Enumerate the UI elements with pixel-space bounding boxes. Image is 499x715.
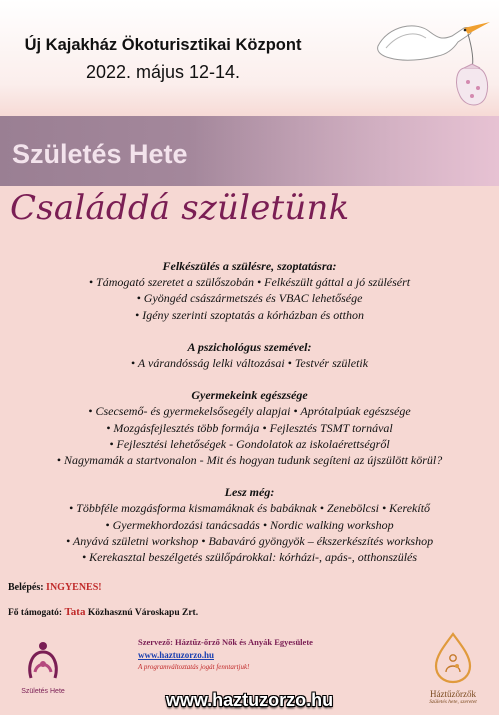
organizer-logo-tagline: Születés hete, szeretet [429, 699, 477, 705]
sponsor-brand: Tata [64, 606, 86, 618]
sponsor-label: Fő támogató: [8, 608, 63, 618]
event-logo [10, 638, 76, 695]
stork-icon [368, 18, 493, 113]
program-sections [0, 258, 499, 581]
sponsor-name: Közhasznú Városkapu Zrt. [87, 608, 199, 618]
list-item: • Támogató szeretet a szülőszobán • Felkészült gáttal a jó szülésért [88, 275, 411, 290]
event-title: Születés Hete [12, 139, 188, 169]
section-more [0, 484, 499, 565]
admission-label: Belépés: [8, 582, 44, 593]
list-item: • Többféle mozgásforma kismamáknak és babáknak • Zenebölcsi • Kerekítő [68, 501, 431, 516]
section-heading: Lesz még: [224, 485, 275, 500]
family-logo-icon [21, 638, 65, 682]
list-item: • Csecsemő- és gyermekelsősegély alapjai • Aprótalpúak egészsége [88, 404, 411, 419]
website-link[interactable]: www.haztuzorzo.hu [138, 650, 214, 660]
list-item: • Kerekasztal beszélgetés szülőpárokkal: kórházi-, apás-, otthonszülés [81, 550, 418, 565]
title-band-highlight [190, 116, 499, 186]
venue-name: Új Kajakház Ökoturisztikai Központ [24, 36, 302, 54]
list-item: • Fejlesztési lehetőségek - Gondolatok az iskolaérettségről [109, 436, 390, 451]
list-item: • A várandósság lelki változásai • Testvér születik [130, 356, 369, 371]
list-item: • Anyává születni workshop • Babaváró gyöngyök – ékszerkészítés workshop [65, 533, 434, 548]
bottom-website-banner[interactable]: www.haztuzorzo.hu [165, 690, 334, 710]
program-change-note: A programváltoztatás jogát fenntartjuk! [138, 663, 250, 671]
section-heading: Gyermekeink egészsége [191, 388, 308, 403]
admission-value: INGYENES! [46, 582, 102, 593]
list-item: • Igény szerinti szoptatás a kórházban és otthon [135, 307, 364, 322]
list-item: • Gyöngéd császármetszés és VBAC lehetősége [136, 291, 363, 306]
section-heading: Felkészülés a szülésre, szoptatásra: [162, 259, 337, 273]
organizer-logo-name: Háztűzőrzők [430, 689, 476, 699]
sponsor-info [8, 606, 198, 618]
event-logo-text: Születés Hete [21, 688, 65, 695]
list-item: • Gyermekhordozási tanácsadás • Nordic walking workshop [105, 517, 394, 532]
section-heading: A pszichológus szemével: [187, 339, 312, 354]
section-preparation [0, 258, 499, 323]
list-item: • Nagymamák a startvonalon - Mit és hogyan tudunk segíteni az újszülött körül? [56, 453, 443, 468]
event-date: 2022. május 12-14. [85, 62, 241, 82]
section-children-health [0, 387, 499, 468]
mother-baby-logo-icon [432, 632, 474, 684]
organizer: Szervező: Háztűz-őrző Nők és Anyák Egyesülete [138, 637, 313, 647]
list-item: • Mozgásfejlesztés több formája • Fejlesztés TSMT tornával [106, 420, 393, 435]
slogan: Családdá születünk [10, 188, 350, 228]
section-psychologist [0, 339, 499, 371]
admission-info [8, 582, 102, 593]
